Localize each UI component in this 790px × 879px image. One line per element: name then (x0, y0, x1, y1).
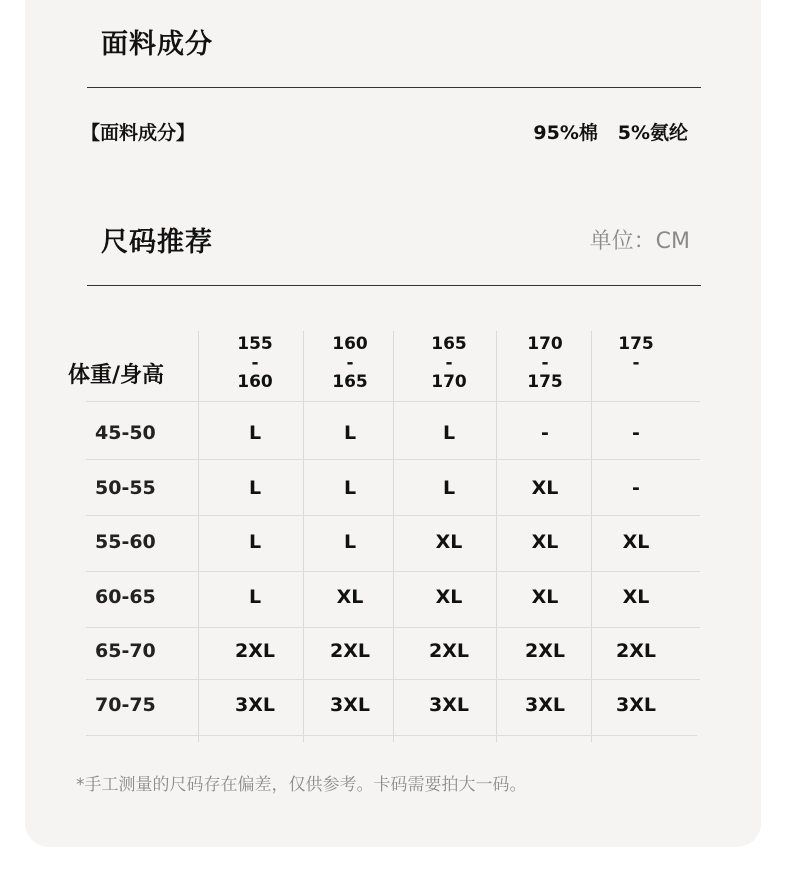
size-cell: 3XL (330, 694, 370, 716)
size-cell: 2XL (525, 640, 565, 662)
fabric-section-title: 面料成分 (101, 29, 213, 60)
size-cell: XL (531, 531, 559, 553)
height-header-sep: - (632, 353, 640, 373)
height-header-bottom: 170 (431, 372, 467, 392)
size-cell: L (248, 422, 262, 444)
size-cell: XL (435, 531, 463, 553)
height-header-bottom: 165 (332, 372, 368, 392)
weight-row-label: 50-55 (95, 477, 156, 499)
height-column-header (419, 335, 479, 392)
height-header-bottom: 175 (527, 372, 563, 392)
weight-row-label: 45-50 (95, 422, 156, 444)
height-header-top: 165 (431, 334, 467, 354)
size-cell: XL (622, 531, 650, 553)
unit-label: 单位：CM (589, 229, 690, 254)
height-header-top: 175 (618, 334, 654, 354)
size-cell: XL (531, 477, 559, 499)
size-cell: - (632, 422, 640, 444)
height-header-top: 170 (527, 334, 563, 354)
size-cell: 2XL (429, 640, 469, 662)
table-column-divider (496, 331, 497, 742)
size-cell: 2XL (235, 640, 275, 662)
table-row-divider (86, 735, 697, 736)
weight-row-label: 60-65 (95, 586, 156, 608)
table-column-divider (303, 331, 304, 742)
footnote: *手工测量的尺码存在偏差，仅供参考。卡码需要拍大一码。 (76, 775, 527, 795)
height-header-sep: - (346, 353, 354, 373)
table-row-divider (86, 401, 700, 402)
height-header-sep: - (251, 353, 259, 373)
size-cell: 3XL (429, 694, 469, 716)
size-cell: 3XL (235, 694, 275, 716)
table-column-divider (393, 331, 394, 742)
weight-row-label: 70-75 (95, 694, 156, 716)
size-cell: L (343, 531, 357, 553)
height-header-bottom: 160 (237, 372, 273, 392)
height-column-header (515, 335, 575, 392)
height-header-top: 160 (332, 334, 368, 354)
height-header-sep: - (445, 353, 453, 373)
size-cell: L (248, 586, 262, 608)
size-cell: L (248, 477, 262, 499)
size-cell: XL (622, 586, 650, 608)
table-column-divider (198, 331, 199, 742)
size-cell: L (343, 477, 357, 499)
table-row-divider (86, 627, 700, 628)
table-column-divider (591, 331, 592, 742)
size-cell: 2XL (330, 640, 370, 662)
size-cell: - (541, 422, 549, 444)
size-cell: 2XL (616, 640, 656, 662)
weight-row-label: 55-60 (95, 531, 156, 553)
size-section-title: 尺码推荐 (101, 227, 213, 258)
height-column-header (225, 335, 285, 392)
corner-header: 体重/身高 (68, 363, 165, 388)
table-row-divider (86, 679, 700, 680)
fabric-value: 95%棉 5%氨纶 (533, 122, 688, 144)
table-row-divider (86, 459, 700, 460)
size-cell: 3XL (525, 694, 565, 716)
height-header-top: 155 (237, 334, 273, 354)
table-row-divider (86, 515, 700, 516)
weight-row-label: 65-70 (95, 640, 156, 662)
size-cell: XL (435, 586, 463, 608)
size-cell: 3XL (616, 694, 656, 716)
fabric-label: 【面料成分】 (81, 122, 196, 144)
size-cell: L (343, 422, 357, 444)
height-header-sep: - (541, 353, 549, 373)
size-cell: L (442, 422, 456, 444)
table-row-divider (86, 571, 700, 572)
height-column-header (606, 335, 666, 373)
size-cell: L (248, 531, 262, 553)
size-cell: L (442, 477, 456, 499)
size-cell: - (632, 477, 640, 499)
size-cell: XL (531, 586, 559, 608)
height-column-header (320, 335, 380, 392)
size-cell: XL (336, 586, 364, 608)
